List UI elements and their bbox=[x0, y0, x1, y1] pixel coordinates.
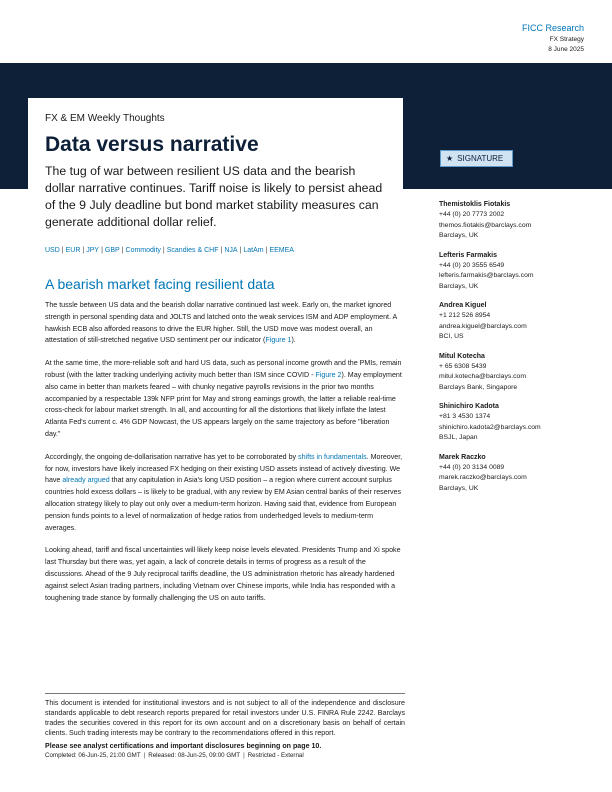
release-meta: Completed: 06-Jun-25, 21:00 GMT | Released: 08-Jun-25, 09:00 GMT | Restricted - External bbox=[45, 752, 304, 759]
section-heading: A bearish market facing resilient data bbox=[45, 276, 275, 292]
tag-link[interactable]: Scandies & CHF bbox=[166, 247, 219, 254]
analyst-contact bbox=[439, 352, 599, 394]
analyst-firm: Barclays Bank, Singapore bbox=[439, 383, 518, 391]
figure-1-link[interactable]: Figure 1 bbox=[265, 336, 292, 345]
analyst-name: Mitul Kotecha bbox=[439, 352, 485, 360]
figure-2-link[interactable]: Figure 2 bbox=[315, 370, 342, 379]
analyst-list bbox=[439, 200, 599, 503]
analyst-phone: +44 (0) 20 7773 2002 bbox=[439, 211, 505, 218]
analyst-name: Lefteris Farmakis bbox=[439, 251, 497, 259]
body-paragraph: At the same time, the more-reliable soft and hard US data, such as personal income growth and the PMIs, remain robust (with the latter tracking underlying activity much better than ISM since COVID - Figure 2). May employment also came in better than markets feared – with chunky negative payrolls revisions in the prior two months accompanied by a respectable 139k NFP print for May and strong earnings growth, the latter a reliable real-time cross-check for labour market strength. In all, and accounting for all the distortions that likely inflate the latest Atlanta Fed's current c. 4% GDP Nowcast, the US appears largely on the same trajectory as before "liberation day." bbox=[45, 359, 402, 438]
star-icon: ★ bbox=[446, 154, 454, 163]
signature-badge[interactable] bbox=[440, 150, 513, 167]
released-time: Released: 08-Jun-25, 09:00 GMT bbox=[148, 752, 241, 759]
tag-link[interactable]: NJA bbox=[224, 247, 238, 254]
body-paragraph: The tussle between US data and the bearish dollar narrative continued last week. Early on, the market ignored strength in personal spending data and JOLTS and latched onto the weak services ISM and ADP employment. A hawkish ECB also afforded reasons to drive the EUR higher. Still, the USD move was modest overall, an attestation of still-stretched negative USD sentiment per our indicator (Figure 1). bbox=[45, 301, 397, 345]
analyst-email[interactable]: andrea.kiguel@barclays.com bbox=[439, 322, 527, 330]
tag-link[interactable]: LatAm bbox=[243, 247, 264, 254]
restriction-label: Restricted - External bbox=[247, 752, 304, 759]
report-header-meta bbox=[522, 22, 584, 55]
lead-summary: The tug of war between resilient US data and the bearish dollar narrative continues. Tariff noise is likely to persist ahead of the 9 July deadline but bond market stability measures can generate additional dollar relief. bbox=[45, 164, 383, 229]
already-argued-link[interactable]: already argued bbox=[62, 476, 110, 485]
report-date: 8 June 2025 bbox=[548, 46, 584, 53]
analyst-email[interactable]: themos.fiotakis@barclays.com bbox=[439, 221, 532, 229]
analyst-firm: Barclays, UK bbox=[439, 232, 479, 239]
analyst-contact bbox=[439, 251, 599, 293]
analyst-phone: +44 (0) 20 3555 6549 bbox=[439, 261, 505, 269]
shifts-in-fundamentals-link[interactable]: shifts in fundamentals bbox=[298, 452, 367, 461]
tag-link[interactable]: Commodity bbox=[125, 247, 161, 254]
analyst-firm: BCI, US bbox=[439, 333, 464, 340]
certification-notice: Please see analyst certifications and important disclosures beginning on page 10. bbox=[45, 742, 322, 750]
disclaimer-text: This document is intended for institutional investors and is not subject to all of the independence and disclosure standards applicable to debt research reports prepared for retail investors under U.S. FINRA Rule 2242. Barclays trades the securities covered in this report for its own account and on a discretionary basis on behalf of certain clients. Such trading interests may be contrary to the recommendations offered in this report. bbox=[45, 699, 405, 737]
analyst-contact bbox=[439, 200, 599, 242]
analyst-name: Andrea Kiguel bbox=[439, 302, 487, 309]
analyst-phone: + 65 6308 5439 bbox=[439, 362, 487, 370]
main-content bbox=[28, 98, 403, 688]
page-title: Data versus narrative bbox=[45, 133, 259, 156]
disclaimer-block bbox=[45, 693, 405, 760]
body-paragraph: Looking ahead, tariff and fiscal uncertainties will likely keep noise levels elevated. Presidents Trump and Xi spoke last Thursday but there was, yet again, a lack of concrete details in terms of progress as a result of the discussions. Ahead of the 9 July reciprocal tariffs deadline, the US administration rhetoric has already hardened against select Asian trading partners, including Vietnam over Chinese imports, while India has responded with a toughening trade stance by formally challenging the US on auto tariffs. bbox=[45, 546, 401, 602]
analyst-firm: Barclays, UK bbox=[439, 484, 479, 492]
division-label: FICC Research bbox=[521, 23, 584, 33]
analyst-name: Marek Raczko bbox=[439, 453, 486, 461]
tag-link[interactable]: USD bbox=[45, 247, 60, 254]
analyst-contact bbox=[439, 453, 599, 495]
desk-label: FX Strategy bbox=[549, 36, 584, 43]
analyst-contact bbox=[439, 402, 599, 444]
signature-label: SIGNATURE bbox=[457, 154, 504, 163]
analyst-firm: Barclays, UK bbox=[439, 282, 479, 290]
topic-tag-list: USD | EUR | JPY | GBP | Commodity | Scandies & CHF | NJA | LatAm | EEMEA bbox=[45, 247, 294, 254]
analyst-contact bbox=[439, 301, 599, 343]
tag-link[interactable]: GBP bbox=[104, 247, 120, 254]
analyst-name: Shinichiro Kadota bbox=[439, 403, 499, 410]
tag-link[interactable]: EUR bbox=[65, 247, 81, 254]
analyst-name: Themistoklis Fiotakis bbox=[439, 201, 511, 208]
analyst-email[interactable]: mitul.kotecha@barclays.com bbox=[439, 373, 526, 380]
publication-kicker: FX & EM Weekly Thoughts bbox=[45, 113, 165, 124]
analyst-phone: +1 212 526 8954 bbox=[439, 312, 491, 319]
body-paragraph: Accordingly, the ongoing de-dollarisation narrative has yet to be corroborated by shifts in fundamentals. Moreover, for now, investors have likely increased FX hedging on their existing USD assets instead of actively divesting. We have already argued that any capitulation in Asia's long USD position – a region where current account surplus countries hold excess dollars – is likely to be gradual, with any review by EM Asian central banks of their reserves allocation strategy likely to play out only over a medium-term horizon. Having said that, evidence from European pension funds points to a level of normalization of hedge ratios from underhedged levels to medium-term averages. bbox=[45, 452, 403, 532]
analyst-email[interactable]: lefteris.farmakis@barclays.com bbox=[439, 272, 534, 279]
tag-link[interactable]: EEMEA bbox=[269, 247, 294, 254]
analyst-phone: +81 3 4530 1374 bbox=[439, 413, 491, 420]
tag-link[interactable]: JPY bbox=[86, 247, 100, 254]
analyst-phone: +44 (0) 20 3134 0089 bbox=[439, 463, 505, 471]
analyst-email[interactable]: shinichiro.kadota2@barclays.com bbox=[439, 423, 541, 431]
completed-time: Completed: 06-Jun-25, 21:00 GMT bbox=[45, 752, 141, 759]
analyst-firm: BSJL, Japan bbox=[439, 434, 478, 441]
analyst-email[interactable]: marek.raczko@barclays.com bbox=[439, 474, 527, 481]
